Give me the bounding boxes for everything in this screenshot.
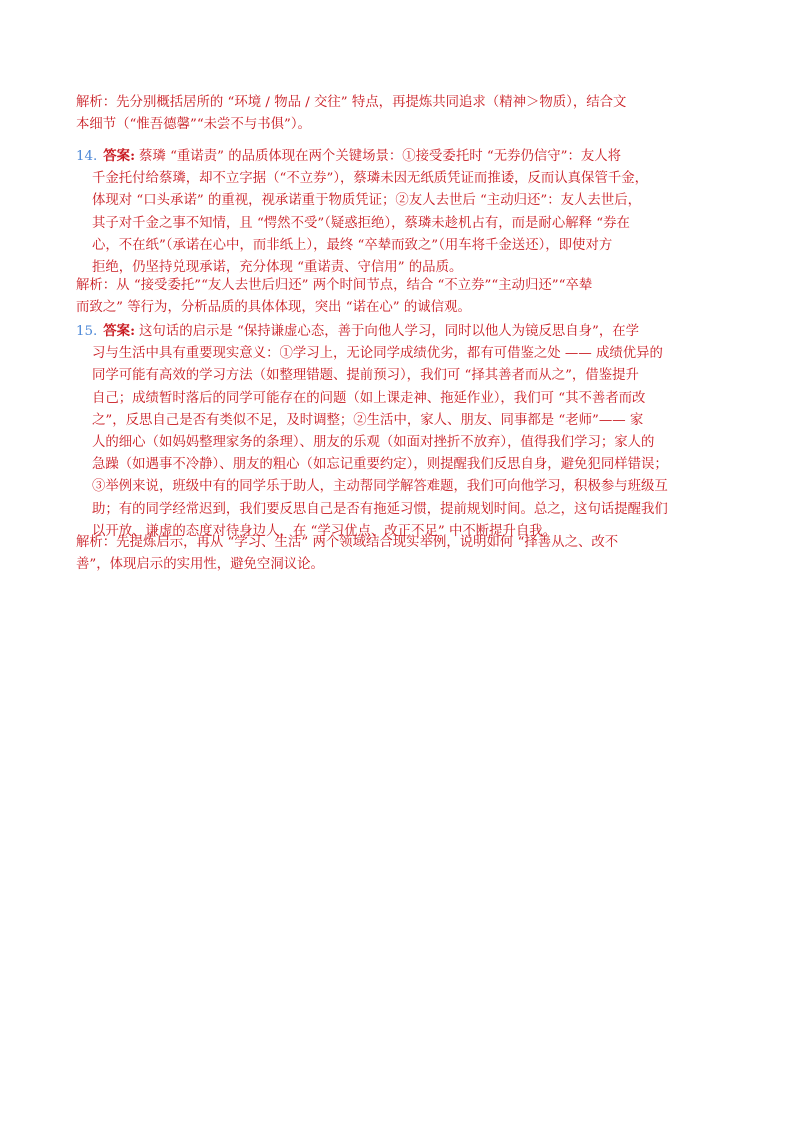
- question-15-line: 急躁（如遇事不冷静）、朋友的粗心（如忘记重要约定），则提醒我们反思自身，避免犯同样错误；: [92, 457, 668, 473]
- analysis-14-line-1: 解析：从 “接受委托”“友人去世后归还” 两个时间节点，结合 “不立券”“主动归还”“卒辇: [76, 278, 593, 293]
- question-14-answer-label: 答案:: [103, 148, 136, 164]
- question-14: [76, 145, 732, 279]
- analysis-13: [76, 92, 732, 136]
- question-15-number: 15.: [76, 324, 98, 339]
- question-15-line: 助；有的同学经常迟到，我们要反思自己是否有拖延习惯，提前规划时间。总之，这句话提醒我们: [92, 501, 668, 517]
- question-15-line: ③举例来说，班级中有的同学乐于助人，主动帮同学解答难题，我们可向他学习，积极参与班级互: [92, 479, 668, 495]
- question-14-line: 体现对 “口头承诺” 的重视，视承诺重于物质凭证；②友人去世后 “主动归还”：友人去世后，: [92, 193, 641, 209]
- question-15-answer-label: 答案:: [103, 323, 136, 339]
- analysis-13-line-1: 解析：先分别概括居所的 “环境 / 物品 / 交往” 特点，再提炼共同追求（精神＞物质），结合文: [76, 95, 627, 110]
- question-14-line: 心，不在纸”（承诺在心中，而非纸上），最终 “卒辇而致之”（用车将千金送还），即使对方: [92, 237, 613, 253]
- analysis-15: [76, 532, 732, 576]
- analysis-15-line-1: 解析：先提炼启示，再从 “学习、生活” 两个领域结合现实举例，说明如何 “择善从之、改不: [76, 535, 619, 550]
- question-14-first-line: 蔡璘 “重诺责” 的品质体现在两个关键场景：①接受委托时 “无券仍信守”：友人将: [139, 149, 622, 164]
- question-15-line: 人的细心（如妈妈整理家务的条理）、朋友的乐观（如面对挫折不放弃），值得我们学习；家人的: [92, 435, 655, 451]
- question-14-number: 14.: [76, 149, 98, 164]
- analysis-13-line-2: 本细节（“惟吾德馨”“未尝不与书俱”）。: [76, 117, 311, 133]
- analysis-14-line-2: 而致之” 等行为，分析品质的具体体现，突出 “诺在心” 的诚信观。: [76, 300, 471, 316]
- question-15-line: 之”，反思自己是否有类似不足，及时调整；②生活中，家人、朋友、同事都是 “老师”—— 家: [92, 412, 644, 428]
- analysis-14: [76, 275, 732, 319]
- question-14-line: 千金托付给蔡璘，却不立字据（“不立券”），蔡璘未因无纸质凭证而推诿，反而认真保管千金，: [92, 171, 649, 187]
- question-15-line: 以开放、谦虚的态度对待身边人，在 “学习优点、改正不足” 中不断提升自我。: [92, 523, 557, 539]
- question-15: [76, 320, 732, 543]
- question-15-first-line: 这句话的启示是 “保持谦虚心态，善于向他人学习，同时以他人为镜反思自身”，在学: [139, 324, 640, 339]
- question-15-line: 自己；成绩暂时落后的同学可能存在的问题（如上课走神、拖延作业），我们可 “其不善者而改: [92, 390, 646, 406]
- question-14-line: 拒绝，仍坚持兑现承诺，充分体现 “重诺责、守信用” 的品质。: [92, 260, 463, 276]
- question-15-line: 习与生活中具有重要现实意义：①学习上，无论同学成绩优劣，都有可借鉴之处 —— 成绩优异的: [92, 346, 663, 362]
- question-14-line: 其子对千金之事不知情，且 “愕然不受”（疑惑拒绝），蔡璘未趁机占有，而是耐心解释 “券在: [92, 215, 630, 231]
- analysis-15-line-2: 善”，体现启示的实用性，避免空洞议论。: [76, 557, 324, 573]
- question-15-line: 同学可能有高效的学习方法（如整理错题、提前预习），我们可 “择其善者而从之”，借鉴提升: [92, 368, 639, 384]
